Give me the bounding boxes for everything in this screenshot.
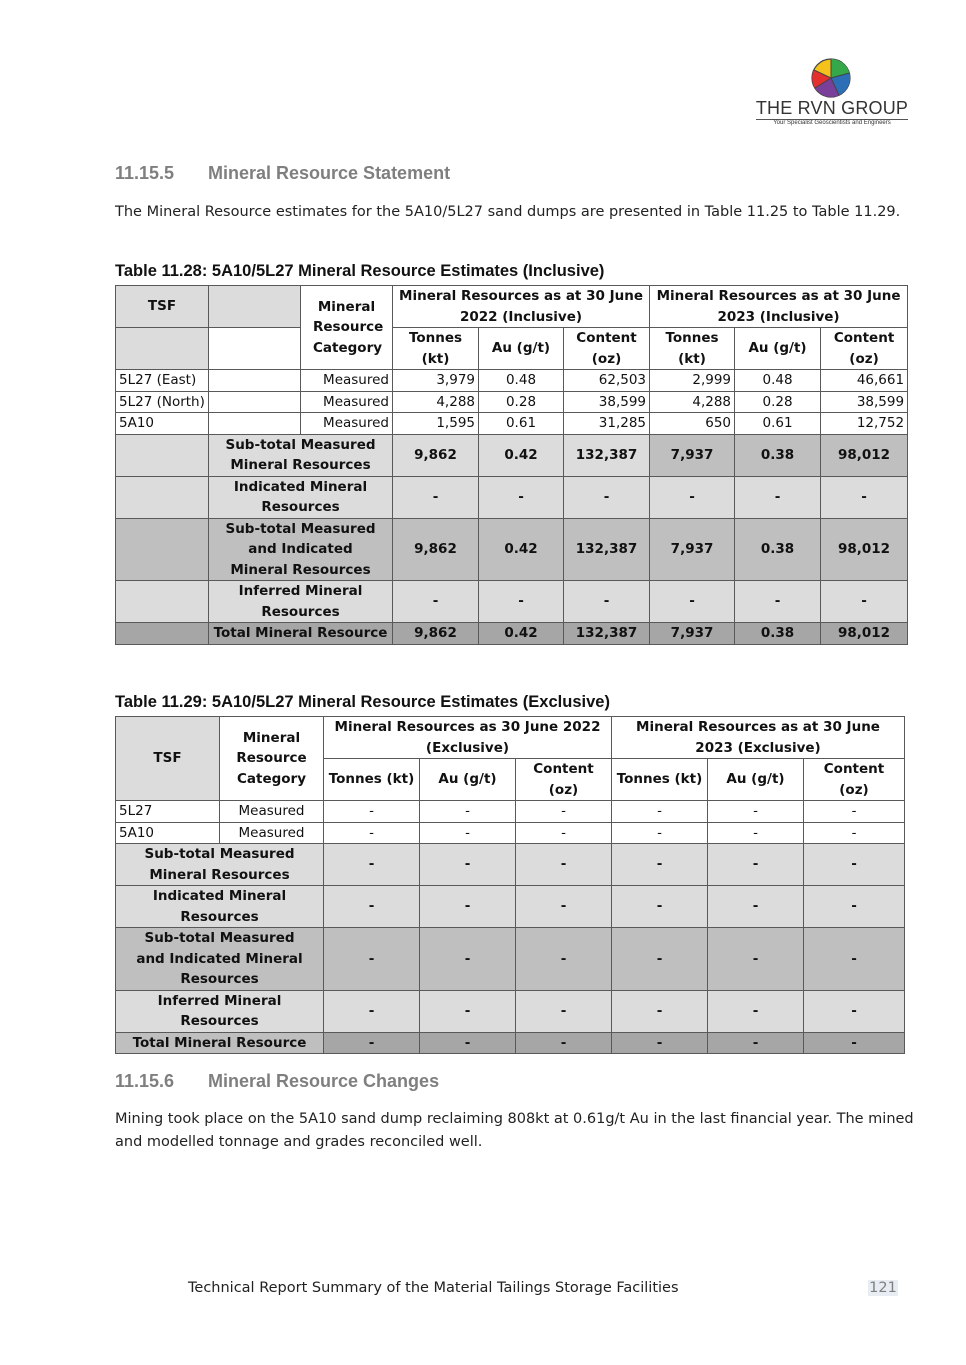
- header-au-2023: Au (g/t): [735, 328, 821, 370]
- summary-label: Sub-total Measured and Indicated Mineral Resources: [209, 518, 393, 581]
- cell-blank: [116, 518, 209, 581]
- cell-tonnes-2022: -: [393, 476, 479, 518]
- subtotal-measured-row: [116, 434, 908, 476]
- cell-au-2023: 0.38: [735, 434, 821, 476]
- cell-content-2022: -: [516, 844, 612, 886]
- cell-tonnes-2023: 7,937: [650, 518, 735, 581]
- cell-au-2022: -: [420, 886, 516, 928]
- cell-tonnes-2023: -: [650, 581, 735, 623]
- table-row: [116, 413, 908, 435]
- cell-tsf: 5L27 (East): [116, 370, 209, 392]
- indicated-row: [116, 476, 908, 518]
- header-au-2023: Au (g/t): [708, 759, 804, 801]
- header-content-2022: Content (oz): [516, 759, 612, 801]
- cell-au-2022: -: [420, 822, 516, 844]
- cell-tsf: 5L27 (North): [116, 391, 209, 413]
- cell-tonnes-2022: 4,288: [393, 391, 479, 413]
- cell-tonnes-2022: -: [324, 1032, 420, 1054]
- cell-category: Measured: [301, 391, 393, 413]
- cell-tonnes-2023: 4,288: [650, 391, 735, 413]
- cell-tonnes-2022: -: [324, 886, 420, 928]
- table-caption-exclusive: Table 11.29: 5A10/5L27 Mineral Resource Estimates (Exclusive): [115, 693, 610, 711]
- header-category: Mineral Resource Category: [220, 717, 324, 801]
- cell-content-2023: 38,599: [821, 391, 908, 413]
- cell-content-2023: 98,012: [821, 623, 908, 645]
- total-row: [116, 1032, 905, 1054]
- page-number: 121: [869, 1280, 897, 1296]
- cell-tonnes-2023: 7,937: [650, 434, 735, 476]
- cell-au-2022: -: [479, 581, 564, 623]
- cell-au-2023: -: [708, 990, 804, 1032]
- cell-content-2022: -: [516, 886, 612, 928]
- cell-tonnes-2022: -: [324, 990, 420, 1032]
- cell-au-2023: -: [708, 928, 804, 991]
- cell-content-2022: 132,387: [564, 434, 650, 476]
- inferred-row: [116, 990, 905, 1032]
- header-content-2023: Content (oz): [821, 328, 908, 370]
- cell-content-2023: -: [804, 928, 905, 991]
- cell-content-2023: 12,752: [821, 413, 908, 435]
- table-row: [116, 801, 905, 823]
- section-heading-resource-statement: [115, 163, 450, 184]
- header-tsf: TSF: [116, 717, 220, 801]
- cell-category: Measured: [301, 413, 393, 435]
- cell-tonnes-2023: -: [612, 844, 708, 886]
- summary-label: Inferred Mineral Resources: [116, 990, 324, 1032]
- cell-au-2022: -: [420, 990, 516, 1032]
- section-title: Mineral Resource Statement: [208, 163, 451, 183]
- section-number: 11.15.5: [115, 163, 175, 183]
- section-heading-resource-changes: [115, 1071, 439, 1092]
- cell-tonnes-2022: 1,595: [393, 413, 479, 435]
- subtotal-measured-indicated-row: [116, 928, 905, 991]
- cell-au-2023: -: [708, 844, 804, 886]
- header-tonnes-2022: Tonnes (kt): [324, 759, 420, 801]
- cell-tonnes-2023: -: [612, 928, 708, 991]
- table-row: [116, 370, 908, 392]
- cell-blank: [209, 370, 301, 392]
- header-content-2022: Content (oz): [564, 328, 650, 370]
- header-group-2022: Mineral Resources as at 30 June 2022 (Inclusive): [393, 286, 650, 328]
- cell-tonnes-2023: 650: [650, 413, 735, 435]
- header-group-2022: Mineral Resources as 30 June 2022 (Exclusive): [324, 717, 612, 759]
- cell-content-2022: -: [516, 822, 612, 844]
- cell-content-2023: -: [821, 476, 908, 518]
- header-category: Mineral Resource Category: [301, 286, 393, 370]
- company-logo: [752, 58, 912, 133]
- cell-au-2023: 0.61: [735, 413, 821, 435]
- cell-tonnes-2022: 9,862: [393, 434, 479, 476]
- header-au-2022: Au (g/t): [420, 759, 516, 801]
- inferred-row: [116, 581, 908, 623]
- cell-au-2023: 0.38: [735, 518, 821, 581]
- table-row: [116, 822, 905, 844]
- cell-tsf: 5L27: [116, 801, 220, 823]
- cell-content-2022: -: [516, 928, 612, 991]
- cell-blank: [209, 413, 301, 435]
- cell-au-2022: -: [420, 801, 516, 823]
- table-inclusive: [115, 285, 908, 645]
- summary-label: Indicated Mineral Resources: [116, 886, 324, 928]
- header-tsf: TSF: [116, 286, 209, 328]
- cell-au-2023: -: [735, 581, 821, 623]
- summary-label: Total Mineral Resource: [209, 623, 393, 645]
- cell-tonnes-2022: -: [324, 801, 420, 823]
- cell-content-2022: -: [516, 990, 612, 1032]
- cell-content-2022: 38,599: [564, 391, 650, 413]
- cell-au-2023: 0.28: [735, 391, 821, 413]
- cell-au-2022: 0.48: [479, 370, 564, 392]
- cell-blank: [116, 581, 209, 623]
- cell-au-2022: -: [420, 928, 516, 991]
- cell-au-2023: -: [708, 801, 804, 823]
- summary-label: Inferred Mineral Resources: [209, 581, 393, 623]
- cell-category: Measured: [220, 822, 324, 844]
- header-au-2022: Au (g/t): [479, 328, 564, 370]
- logo-text: THE RVN GROUP: [755, 98, 909, 118]
- cell-content-2023: 98,012: [821, 518, 908, 581]
- cell-tonnes-2023: 7,937: [650, 623, 735, 645]
- table-caption-inclusive: Table 11.28: 5A10/5L27 Mineral Resource Estimates (Inclusive): [115, 262, 605, 280]
- summary-label: Sub-total Measured Mineral Resources: [116, 844, 324, 886]
- summary-label: Total Mineral Resource: [116, 1032, 324, 1054]
- cell-tsf: 5A10: [116, 822, 220, 844]
- cell-tonnes-2022: -: [393, 581, 479, 623]
- cell-au-2023: -: [708, 886, 804, 928]
- cell-content-2023: 46,661: [821, 370, 908, 392]
- cell-content-2023: -: [804, 1032, 905, 1054]
- cell-content-2022: 62,503: [564, 370, 650, 392]
- cell-content-2022: -: [564, 476, 650, 518]
- section-number: 11.15.6: [115, 1071, 175, 1091]
- cell-au-2022: 0.28: [479, 391, 564, 413]
- intro-paragraph: The Mineral Resource estimates for the 5A10/5L27 sand dumps are presented in Table 11.25 to Table 11.29.: [115, 204, 901, 220]
- cell-blank: [116, 434, 209, 476]
- cell-content-2023: -: [804, 844, 905, 886]
- section-title: Mineral Resource Changes: [208, 1071, 440, 1091]
- header-tonnes-2023: Tonnes (kt): [650, 328, 735, 370]
- indicated-row: [116, 886, 905, 928]
- subtotal-measured-row: [116, 844, 905, 886]
- header-blank: [209, 328, 301, 370]
- cell-tonnes-2022: -: [324, 928, 420, 991]
- cell-au-2023: -: [708, 822, 804, 844]
- cell-content-2023: -: [821, 581, 908, 623]
- cell-tonnes-2022: 9,862: [393, 623, 479, 645]
- cell-au-2022: -: [420, 1032, 516, 1054]
- cell-tonnes-2022: -: [324, 822, 420, 844]
- cell-au-2022: -: [420, 844, 516, 886]
- cell-au-2023: -: [735, 476, 821, 518]
- cell-content-2023: -: [804, 801, 905, 823]
- cell-au-2022: 0.42: [479, 518, 564, 581]
- table-exclusive: [115, 716, 905, 1054]
- cell-content-2023: 98,012: [821, 434, 908, 476]
- header-content-2023: Content (oz): [804, 759, 905, 801]
- cell-au-2022: -: [479, 476, 564, 518]
- logo-tagline: Your Specialist Geoscientists and Engineers: [773, 120, 891, 126]
- logo-wheel-icon: [811, 58, 851, 98]
- cell-category: Measured: [301, 370, 393, 392]
- cell-content-2022: -: [516, 801, 612, 823]
- cell-blank: [209, 391, 301, 413]
- cell-content-2022: 132,387: [564, 518, 650, 581]
- summary-label: Sub-total Measured Mineral Resources: [209, 434, 393, 476]
- table-row: [116, 391, 908, 413]
- cell-au-2023: -: [708, 1032, 804, 1054]
- cell-tonnes-2022: -: [324, 844, 420, 886]
- cell-au-2022: 0.42: [479, 434, 564, 476]
- cell-tsf: 5A10: [116, 413, 209, 435]
- cell-tonnes-2023: 2,999: [650, 370, 735, 392]
- cell-au-2023: 0.48: [735, 370, 821, 392]
- cell-content-2022: 132,387: [564, 623, 650, 645]
- cell-content-2023: -: [804, 990, 905, 1032]
- cell-tonnes-2023: -: [612, 886, 708, 928]
- cell-au-2022: 0.61: [479, 413, 564, 435]
- cell-tonnes-2023: -: [650, 476, 735, 518]
- cell-tonnes-2022: 3,979: [393, 370, 479, 392]
- cell-content-2022: -: [564, 581, 650, 623]
- cell-blank: [116, 623, 209, 645]
- header-tonnes-2022: Tonnes (kt): [393, 328, 479, 370]
- header-blank: [209, 286, 301, 328]
- cell-content-2023: -: [804, 886, 905, 928]
- cell-category: Measured: [220, 801, 324, 823]
- cell-au-2022: 0.42: [479, 623, 564, 645]
- cell-content-2023: -: [804, 822, 905, 844]
- cell-tonnes-2023: -: [612, 990, 708, 1032]
- changes-paragraph: Mining took place on the 5A10 sand dump reclaiming 808kt at 0.61g/t Au in the last financial year. The mined and modelled tonnage and grades reconciled well.: [115, 1111, 914, 1150]
- cell-blank: [116, 476, 209, 518]
- header-tonnes-2023: Tonnes (kt): [612, 759, 708, 801]
- header-tsf-base: [116, 328, 209, 370]
- cell-content-2022: 31,285: [564, 413, 650, 435]
- total-row: [116, 623, 908, 645]
- cell-tonnes-2023: -: [612, 801, 708, 823]
- header-group-2023: Mineral Resources as at 30 June 2023 (Exclusive): [612, 717, 905, 759]
- cell-tonnes-2023: -: [612, 1032, 708, 1054]
- subtotal-measured-indicated-row: [116, 518, 908, 581]
- footer-text: Technical Report Summary of the Material Tailings Storage Facilities: [188, 1280, 679, 1296]
- cell-content-2022: -: [516, 1032, 612, 1054]
- summary-label: Indicated Mineral Resources: [209, 476, 393, 518]
- cell-au-2023: 0.38: [735, 623, 821, 645]
- cell-tonnes-2023: -: [612, 822, 708, 844]
- summary-label: Sub-total Measured and Indicated Mineral Resources: [116, 928, 324, 991]
- header-group-2023: Mineral Resources as at 30 June 2023 (Inclusive): [650, 286, 908, 328]
- cell-tonnes-2022: 9,862: [393, 518, 479, 581]
